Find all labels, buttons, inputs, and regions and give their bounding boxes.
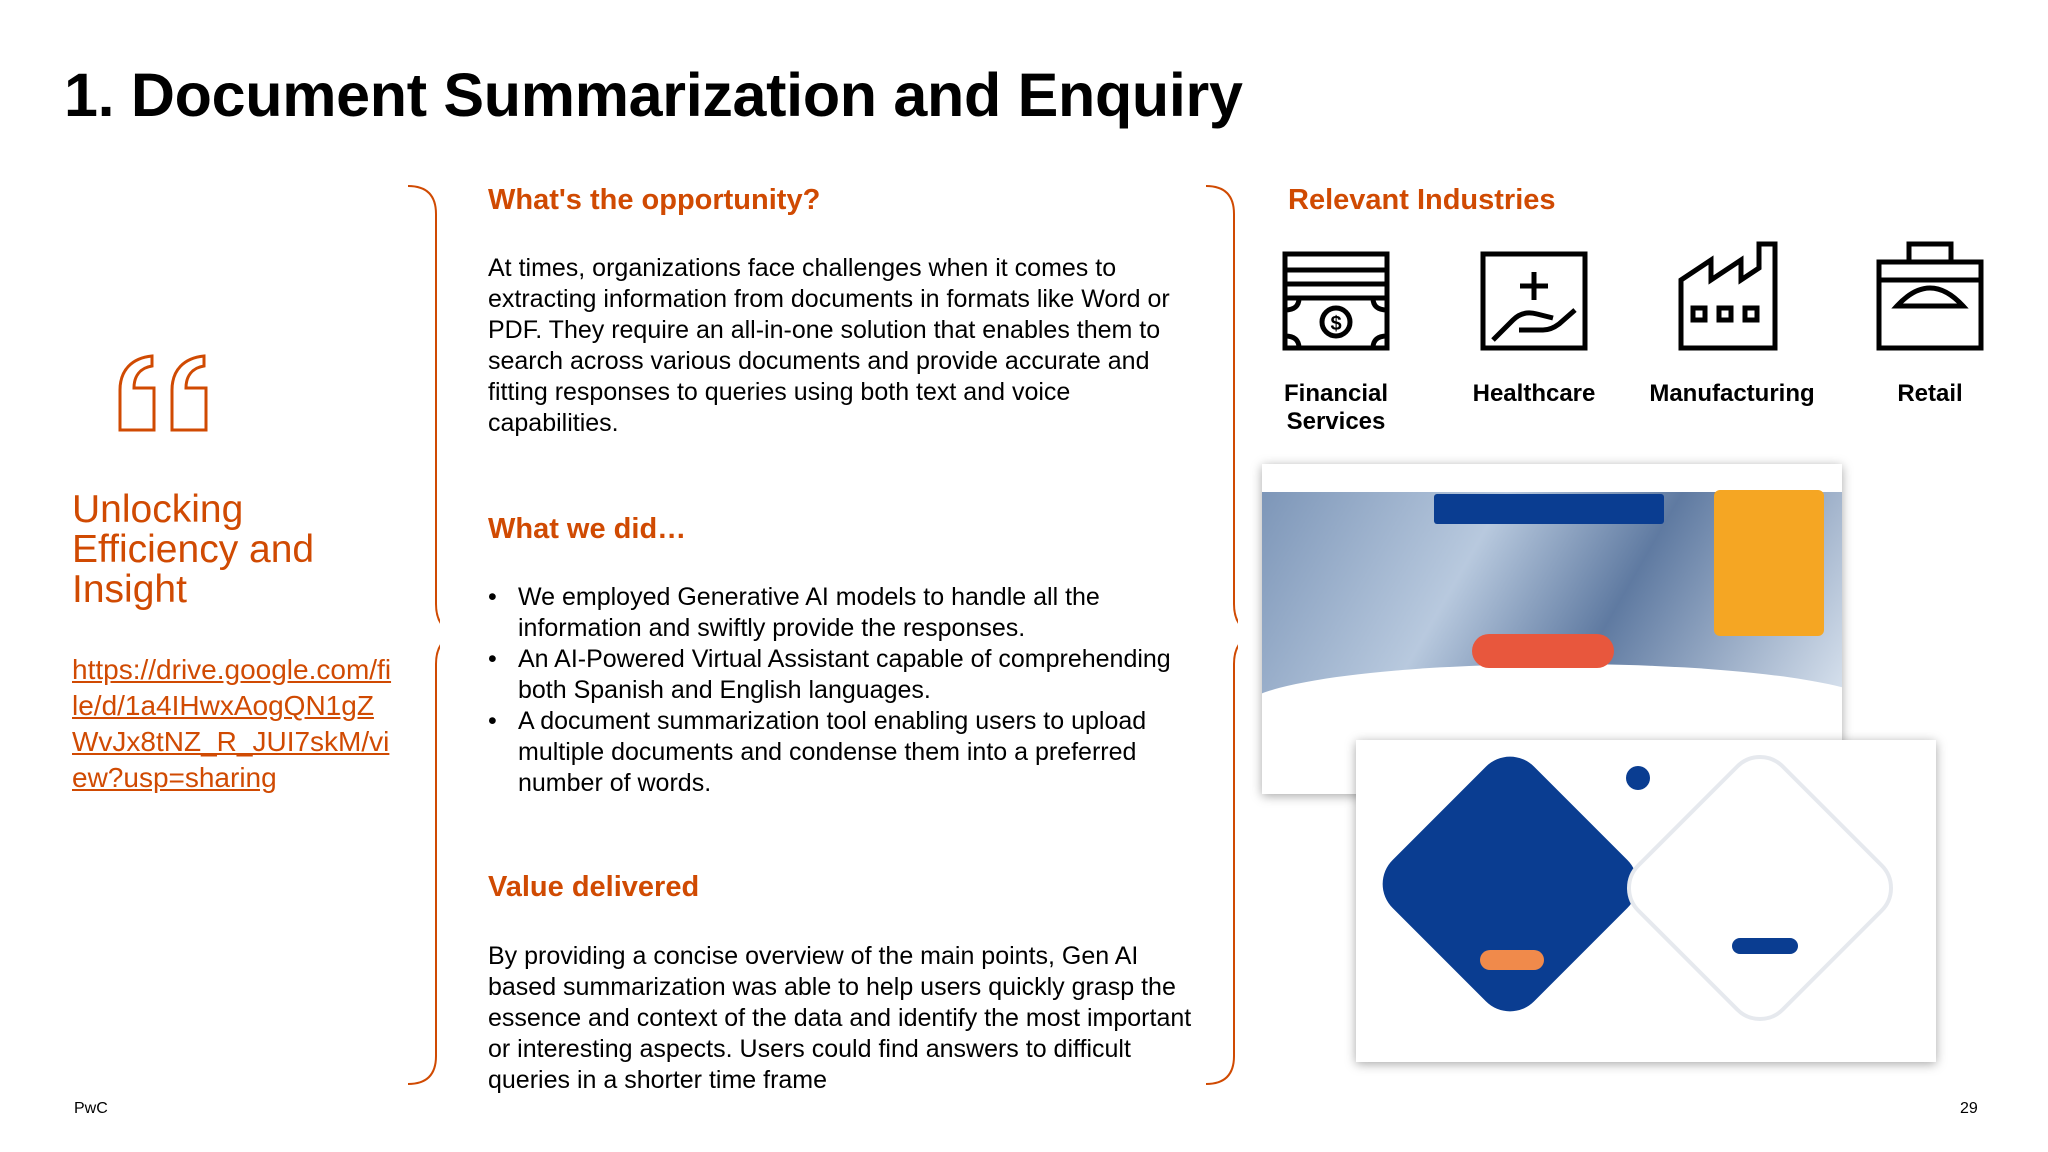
opportunity-heading: What's the opportunity?	[488, 184, 821, 216]
scroll-down-icon	[1626, 766, 1650, 790]
list-item: • A document summarization tool enabling users to upload multiple documents and condense them into a preferred number of words.	[488, 706, 1208, 799]
industry-label-retail: Retail	[1897, 380, 1963, 407]
industry-label-healthcare: Healthcare	[1472, 380, 1596, 407]
page-title: 1. Document Summarization and Enquiry	[64, 61, 1243, 129]
list-item: • We employed Generative AI models to handle all the information and swiftly provide the responses.	[488, 582, 1208, 644]
summary-panel	[1613, 741, 1907, 1035]
submit-button-mock	[1480, 950, 1544, 970]
quote-mark-icon	[116, 352, 214, 432]
footer-brand: PwC	[74, 1100, 108, 1117]
right-brace	[1204, 184, 1238, 1086]
left-heading: Unlocking Efficiency and Insight	[72, 488, 315, 611]
svg-text:$: $	[1330, 313, 1342, 335]
app-nav-bar	[1434, 494, 1664, 524]
value-heading: Value delivered	[488, 871, 700, 903]
list-item: • An AI-Powered Virtual Assistant capable of comprehending both Spanish and English languages.	[488, 644, 1208, 706]
page-number: 29	[1960, 1100, 1978, 1117]
opportunity-body: At times, organizations face challenges when it comes to extracting information from documents in formats like Word or PDF. They require an all-in-one solution that enables them to search across various documents and provide accurate and fitting responses to queries using both text and voice capabilities.	[488, 254, 1170, 437]
industry-label-manufacturing: Manufacturing	[1649, 380, 1815, 407]
industries-heading: Relevant Industries	[1288, 184, 1556, 216]
upload-panel	[1369, 743, 1652, 1026]
copy-button-mock	[1732, 938, 1798, 954]
upload-pill	[1472, 634, 1614, 668]
money-icon	[1281, 240, 1391, 352]
shopping-bag-icon	[1875, 240, 1985, 352]
what-we-did-list	[488, 582, 1208, 799]
summarization-screenshot	[1356, 740, 1936, 1062]
industry-label-financial: Financial Services	[1283, 380, 1389, 435]
value-body: By providing a concise overview of the main points, Gen AI based summarization was able to help users quickly grasp the essence and context of the data and identify the most important or interesting aspects. Users could find answers to difficult queries in a shorter time frame	[488, 942, 1192, 1094]
healthcare-icon	[1479, 240, 1589, 352]
factory-icon	[1677, 240, 1787, 352]
what-we-did-heading: What we did…	[488, 513, 687, 545]
drive-link[interactable]: https://drive.google.com/file/d/1a4IHwxAogQN1gZWvJx8tNZ_R_JUI7skM/view?usp=sharing	[72, 654, 392, 793]
left-brace	[406, 184, 440, 1086]
chat-assistant-panel	[1714, 490, 1824, 636]
